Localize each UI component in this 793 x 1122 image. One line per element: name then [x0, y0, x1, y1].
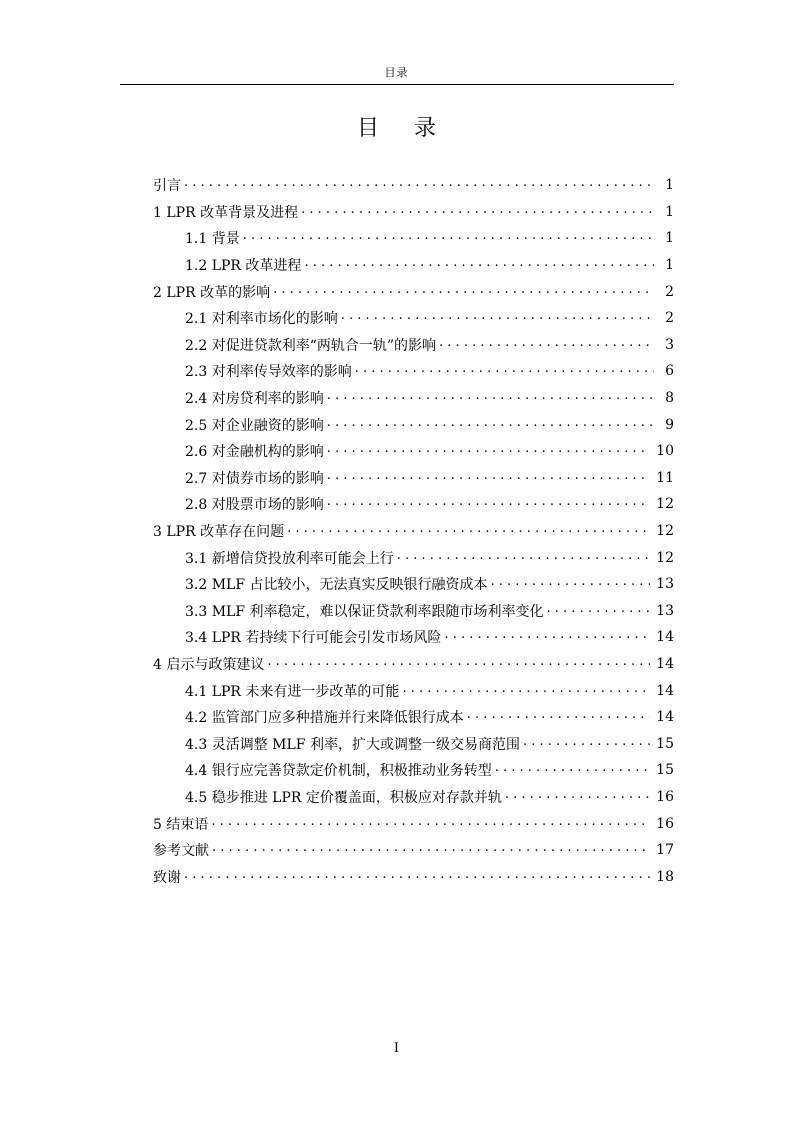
toc-entry-page: 9: [665, 416, 674, 433]
toc-entry[interactable]: [153, 784, 674, 811]
toc-dot-leader: [355, 364, 654, 378]
toc-dot-leader: [327, 497, 650, 511]
toc-entry-label: 1.2 LPR 改革进程: [185, 258, 302, 275]
toc-dot-leader: [341, 311, 654, 325]
toc-entry-label: 1 LPR 改革背景及进程: [153, 204, 299, 221]
toc-entry-label: 2.8 对股票市场的影响: [185, 497, 324, 514]
running-header: 目录: [384, 66, 409, 79]
toc-entry-label: 3.3 MLF 利率稳定，难以保证贷款利率跟随市场利率变化: [185, 603, 544, 620]
toc-entry-label: 1.1 背景: [185, 231, 240, 248]
toc-dot-leader: [402, 684, 650, 698]
toc-entry-label: 2.2 对促进贷款利率“两轨合一轨”的影响: [185, 337, 437, 354]
toc-dot-leader: [211, 817, 650, 831]
toc-entry-label: 2 LPR 改革的影响: [153, 284, 271, 301]
toc-dot-leader: [327, 391, 654, 405]
toc-entry[interactable]: [153, 730, 674, 757]
toc-entry[interactable]: [153, 358, 674, 385]
toc-dot-leader: [505, 790, 650, 804]
toc-entry-label: 2.4 对房贷利率的影响: [185, 391, 324, 408]
toc-dot-leader: [287, 524, 650, 538]
toc-entry[interactable]: [153, 863, 674, 890]
toc-entry[interactable]: [153, 332, 674, 359]
toc-entry-page: 14: [656, 655, 674, 672]
toc-entry[interactable]: [153, 624, 674, 651]
toc-entry-page: 12: [656, 496, 674, 513]
toc-dot-leader: [397, 551, 650, 565]
toc-entry-page: 6: [665, 363, 674, 380]
toc-entry[interactable]: [153, 199, 674, 226]
toc-entry[interactable]: [153, 757, 674, 784]
table-of-contents: [153, 172, 674, 890]
toc-entry-label: 4 启示与政策建议: [153, 656, 265, 673]
toc-entry[interactable]: [153, 704, 674, 731]
toc-entry[interactable]: [153, 411, 674, 438]
toc-entry[interactable]: [153, 651, 674, 678]
header-rule: [120, 84, 674, 85]
toc-entry-label: 3.1 新增信贷投放利率可能会上行: [185, 550, 394, 567]
toc-entry[interactable]: [153, 278, 674, 305]
toc-dot-leader: [301, 205, 654, 219]
toc-dot-leader: [495, 763, 650, 777]
toc-entry[interactable]: [153, 385, 674, 412]
toc-entry-page: 1: [665, 230, 674, 247]
toc-entry-label: 引言: [153, 178, 181, 195]
toc-dot-leader: [184, 870, 650, 884]
toc-dot-leader: [273, 285, 654, 299]
toc-dot-leader: [327, 418, 654, 432]
toc-entry-page: 2: [665, 310, 674, 327]
toc-entry-page: 15: [656, 735, 674, 752]
page-title: 目 录: [357, 116, 450, 141]
toc-entry-label: 参考文献: [153, 843, 209, 860]
toc-entry[interactable]: [153, 305, 674, 332]
toc-dot-leader: [327, 471, 650, 485]
toc-entry-page: 1: [665, 177, 674, 194]
toc-entry-page: 10: [656, 443, 674, 460]
toc-entry-page: 2: [665, 283, 674, 300]
toc-dot-leader: [439, 338, 654, 352]
toc-entry-label: 5 结束语: [153, 816, 209, 833]
toc-dot-leader: [304, 258, 654, 272]
toc-entry-label: 4.5 稳步推进 LPR 定价覆盖面，积极应对存款并轨: [185, 789, 502, 806]
toc-dot-leader: [243, 231, 654, 245]
toc-entry-page: 15: [656, 762, 674, 779]
toc-entry-page: 17: [656, 842, 674, 859]
toc-entry[interactable]: [153, 677, 674, 704]
toc-entry-page: 12: [656, 549, 674, 566]
toc-entry[interactable]: [153, 491, 674, 518]
toc-dot-leader: [212, 843, 650, 857]
toc-entry-page: 11: [656, 469, 674, 486]
toc-entry[interactable]: [153, 571, 674, 598]
toc-dot-leader: [184, 178, 654, 192]
toc-entry-label: 2.1 对利率市场化的影响: [185, 311, 338, 328]
toc-entry-page: 14: [656, 629, 674, 646]
toc-entry-label: 3 LPR 改革存在问题: [153, 524, 285, 541]
toc-entry[interactable]: [153, 518, 674, 545]
toc-entry[interactable]: [153, 438, 674, 465]
toc-entry-page: 13: [656, 576, 674, 593]
toc-entry-label: 3.2 MLF 占比较小，无法真实反映银行融资成本: [185, 577, 488, 594]
toc-entry-page: 16: [656, 788, 674, 805]
toc-entry-label: 2.5 对企业融资的影响: [185, 417, 324, 434]
toc-entry[interactable]: [153, 837, 674, 864]
toc-entry-page: 14: [656, 709, 674, 726]
toc-entry[interactable]: [153, 598, 674, 625]
toc-entry-label: 4.4 银行应完善贷款定价机制，积极推动业务转型: [185, 763, 492, 780]
toc-dot-leader: [467, 710, 650, 724]
toc-entry-label: 3.4 LPR 若持续下行可能会引发市场风险: [185, 630, 442, 647]
toc-entry[interactable]: [153, 225, 674, 252]
toc-entry-page: 1: [665, 257, 674, 274]
toc-entry[interactable]: [153, 544, 674, 571]
toc-entry-label: 2.6 对金融机构的影响: [185, 444, 324, 461]
toc-entry-label: 2.7 对债券市场的影响: [185, 470, 324, 487]
toc-entry-page: 14: [656, 682, 674, 699]
toc-entry-page: 18: [656, 868, 674, 885]
toc-dot-leader: [444, 630, 650, 644]
toc-dot-leader: [523, 737, 650, 751]
toc-entry[interactable]: [153, 252, 674, 279]
toc-entry-page: 8: [665, 390, 674, 407]
toc-dot-leader: [267, 657, 650, 671]
toc-entry-page: 16: [656, 815, 674, 832]
toc-entry[interactable]: [153, 172, 674, 199]
toc-entry-label: 2.3 对利率传导效率的影响: [185, 364, 352, 381]
toc-dot-leader: [491, 577, 651, 591]
toc-dot-leader: [547, 604, 651, 618]
toc-dot-leader: [327, 444, 650, 458]
toc-entry-page: 3: [665, 336, 674, 353]
toc-entry-page: 13: [656, 602, 674, 619]
toc-entry-label: 4.2 监管部门应多种措施并行来降低银行成本: [185, 710, 464, 727]
toc-entry[interactable]: [153, 810, 674, 837]
toc-entry-page: 1: [665, 203, 674, 220]
toc-entry[interactable]: [153, 465, 674, 492]
toc-entry-page: 12: [656, 523, 674, 540]
toc-entry-label: 4.1 LPR 未来有进一步改革的可能: [185, 683, 400, 700]
toc-entry-label: 致谢: [153, 869, 181, 886]
footer-page-number: I: [393, 1041, 400, 1056]
toc-entry-label: 4.3 灵活调整 MLF 利率，扩大或调整一级交易商范围: [185, 736, 520, 753]
